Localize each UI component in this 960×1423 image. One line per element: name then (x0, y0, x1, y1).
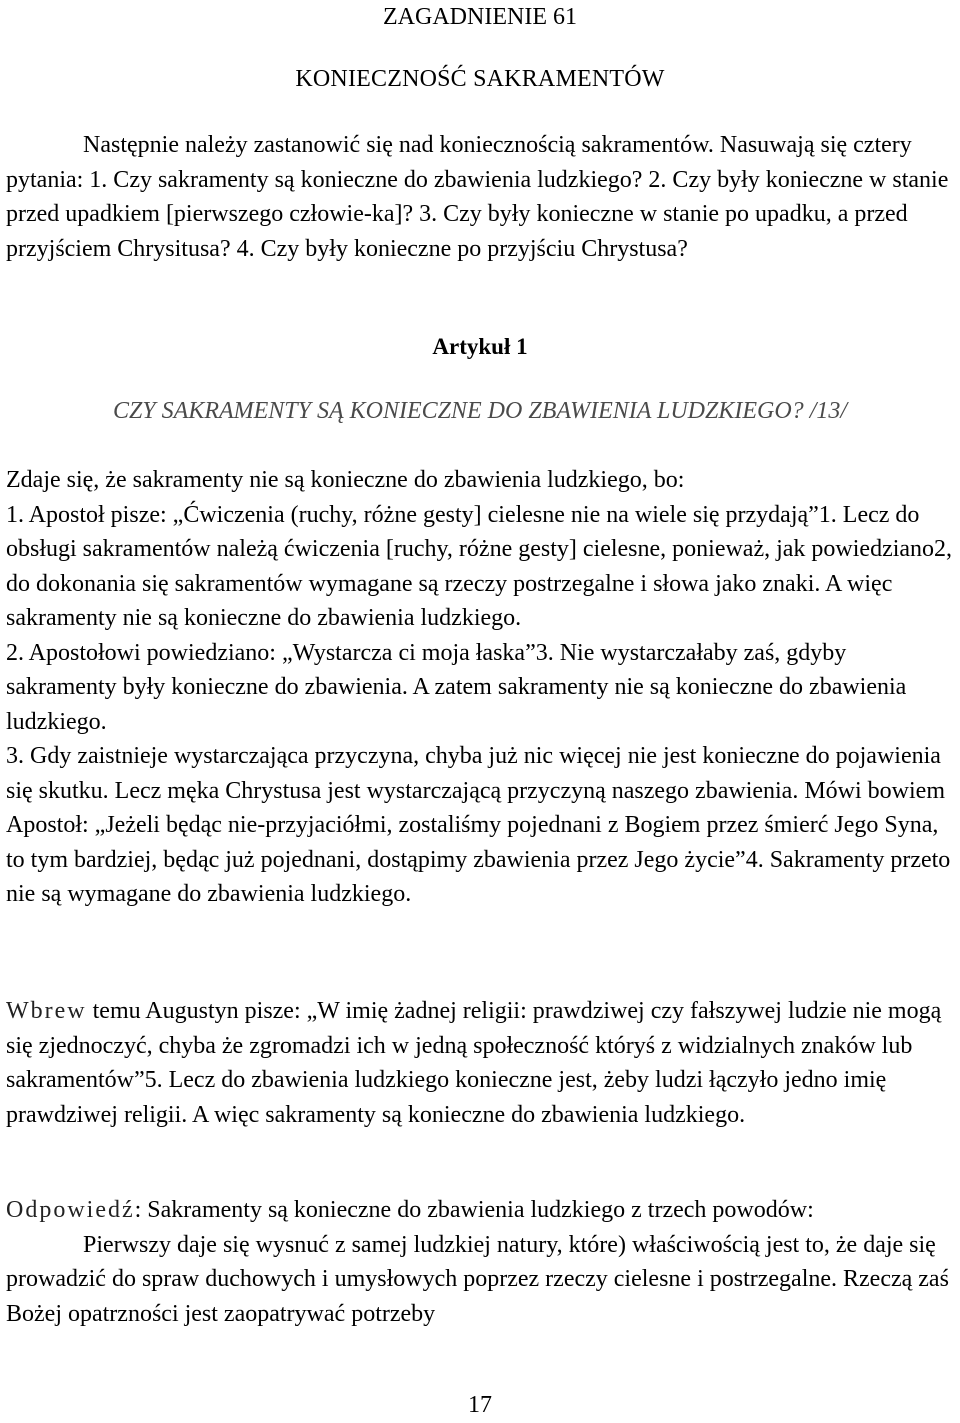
sed-contra-paragraph (6, 994, 956, 1132)
respondeo-paragraph: Pierwszy daje się wysnuć z samej ludzkiej natury, które) właściwością jest to, że daje się prowadzić do spraw duchowych i umysłowych poprzez rzeczy cielesne i postrzegalne. Rzeczą zaś Bożej opatrzności jest zaopatrywać potrzeby (6, 1231, 949, 1327)
article-title: Artykuł 1 (432, 334, 528, 359)
respondeo-text: : Sakramenty są konieczne do zbawienia ludzkiego z trzech powodów: (134, 1197, 814, 1223)
chapter-number: ZAGADNIENIE 61 (383, 4, 577, 30)
sed-contra-label: Wbrew (6, 998, 87, 1024)
article-question (0, 394, 960, 429)
objections-section (6, 463, 956, 912)
question-reference: /13/ (809, 398, 848, 424)
objection-2: 2. Apostołowi powiedziano: „Wystarcza ci moja łaska”3. Nie wystarczałaby zaś, gdyby sakramenty były konieczne do zbawienia. A zatem sakramenty nie są konieczne do zbawienia ludzkiego. (6, 639, 907, 735)
respondeo-label: Odpowiedź (6, 1197, 135, 1223)
objections-lead: Zdaje się, że sakramenty nie są konieczne do zbawienia ludzkiego, bo: (6, 467, 685, 493)
respondeo-section (6, 1193, 956, 1331)
question-text: CZY SAKRAMENTY SĄ KONIECZNE DO ZBAWIENIA LUDZKIEGO? (112, 398, 804, 424)
sed-contra-section (6, 994, 956, 1132)
page-number: 17 (468, 1392, 492, 1418)
chapter-title: KONIECZNOŚĆ SAKRAMENTÓW (295, 66, 665, 92)
sed-contra-text: temu Augustyn pisze: „W imię żadnej religii: prawdziwej czy fałszywej ludzie nie mogą się zjednoczyć, chyba że zgromadzi ich w jedną społeczność któryś z widzialnych znaków lub sakramentów”5. Lecz do zbawienia ludzkiego konieczne jest, żeby ludzi łączyło jedno imię prawdziwej religii. A więc sakramenty są konieczne do zbawienia ludzkiego. (6, 998, 942, 1128)
intro-paragraph: Następnie należy zastanowić się nad koniecznością sakramentów. Nasuwają się cztery pytania: 1. Czy sakramenty są konieczne do zbawienia ludzkiego? 2. Czy były konieczne w stanie przed upadkiem [pierwszego człowie-ka]? 3. Czy były konieczne w stanie po upadku, a przed przyjściem Chrysitusa? 4. Czy były konieczne po przyjściu Chrystusa? (6, 132, 949, 262)
respondeo-intro (6, 1193, 956, 1228)
objection-3: 3. Gdy zaistnieje wystarczająca przyczyna, chyba już nic więcej nie jest konieczne do pojawienia się skutku. Lecz męka Chrystusa jest wystarczającą przyczyną naszego zbawienia. Mówi bowiem Apostoł: „Jeżeli będąc nie-przyjaciółmi, zostaliśmy pojednani z Bogiem przez śmierć Jego Syna, to tym bardziej, będąc już pojednani, dostąpimy zbawienia przez Jego życie”4. Sakramenty przeto nie są wymagane do zbawienia ludzkiego. (6, 743, 951, 907)
objection-1: 1. Apostoł pisze: „Ćwiczenia (ruchy, różne gesty] cielesne nie na wiele się przydają”1. Lecz do obsługi sakramentów należą ćwiczenia [ruchy, różne gesty] cielesne, ponieważ, jak powiedziano2, do dokonania się sakramentów wymagane są rzeczy postrzegalne i słowa jako znaki. A więc sakramenty nie są konieczne do zbawienia ludzkiego. (6, 501, 953, 631)
